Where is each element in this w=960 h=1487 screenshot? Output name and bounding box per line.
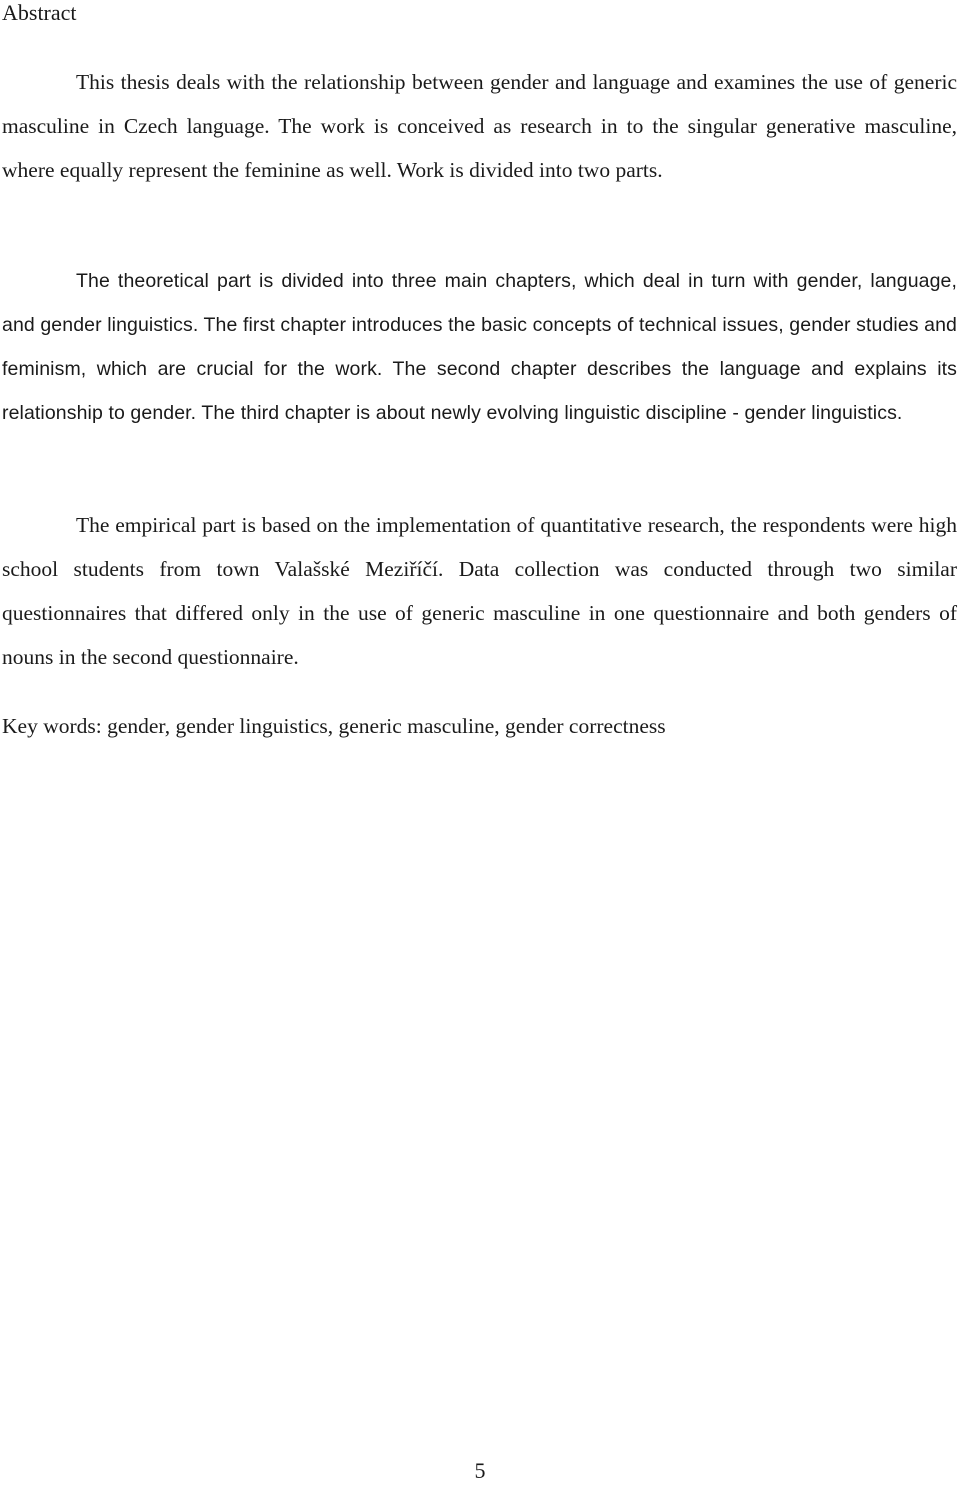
abstract-heading: Abstract	[2, 0, 77, 25]
keywords-line: Key words: gender, gender linguistics, generic masculine, gender correctness	[2, 714, 666, 738]
abstract-paragraph-empirical: The empirical part is based on the implementation of quantitative research, the respondents were high school students from town Valašské Meziříčí. Data collection was conducted through two similar questionnaires that differed only in the use of generic masculine in one questionnaire and both genders of nouns in the second questionnaire.	[2, 513, 957, 669]
abstract-paragraph-theoretical: The theoretical part is divided into three main chapters, which deal in turn with gender, language, and gender linguistics. The first chapter introduces the basic concepts of technical issues, gender studies and feminism, which are crucial for the work. The second chapter describes the language and explains its relationship to gender. The third chapter is about newly evolving linguistic discipline - gender linguistics.	[2, 270, 957, 424]
page-number: 5	[474, 1458, 486, 1483]
abstract-paragraph-intro: This thesis deals with the relationship between gender and language and examines the use of generic masculine in Czech language. The work is conceived as research in to the singular generative masculine, where equally represent the feminine as well. Work is divided into two parts.	[2, 70, 957, 182]
